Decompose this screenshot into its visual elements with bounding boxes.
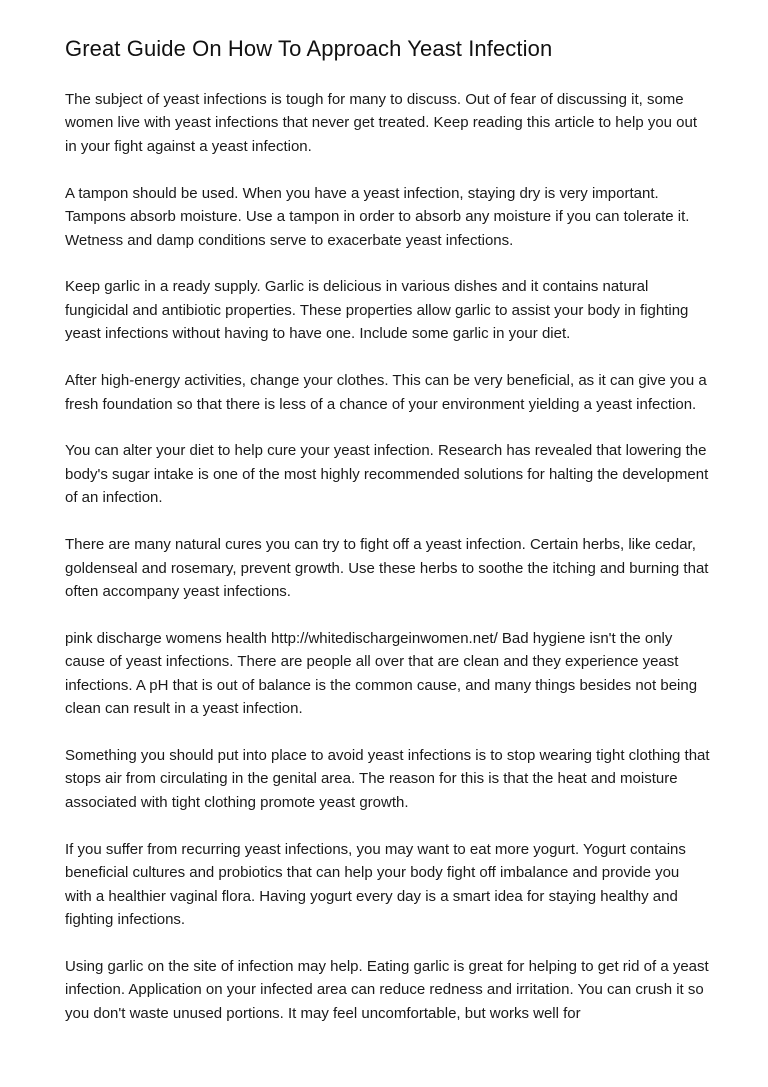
paragraph-tight-clothing: Something you should put into place to avoid yeast infections is to stop wearing tight clothing that stops air from circulating in the genital area. The reason for this is that the heat and moisture associated with tight clothing promote yeast growth. [65,747,710,811]
paragraph-garlic-supply: Keep garlic in a ready supply. Garlic is delicious in various dishes and it contains natural fungicidal and antibiotic properties. These properties allow garlic to assist your body in fighting yeast infections without having to have one. Include some garlic in your diet. [65,278,689,343]
paragraph-change-clothes: After high-energy activities, change your clothes. This can be very beneficial, as it can give you a fresh foundation so that there is less of a chance of your environment yielding a yeast infection. [65,372,707,413]
document-title: Great Guide On How To Approach Yeast Infection [65,36,553,61]
paragraph-intro: The subject of yeast infections is tough for many to discuss. Out of fear of discussing it, some women live with yeast infections that never get treated. Keep reading this article to help you out in your fight against a yeast infection. [65,91,698,155]
paragraph-tampon: A tampon should be used. When you have a yeast infection, staying dry is very important. Tampons absorb moisture. Use a tampon in order to absorb any moisture if you can tolerate it. Wetness and damp conditions serve to exacerbate yeast infections. [65,184,690,249]
paragraph-hygiene: pink discharge womens health http://whitedischargeinwomen.net/ Bad hygiene isn't the only cause of yeast infections. There are people all over that are clean and they experience yeast infections. A pH that is out of balance is the common cause, and many things besides not being clean can result in a yeast infection. [65,629,698,718]
paragraph-natural-cures: There are many natural cures you can try to fight off a yeast infection. Certain herbs, like cedar, goldenseal and rosemary, prevent growth. Use these herbs to soothe the itching and burning that often accompany yeast infections. [65,536,709,600]
paragraph-yogurt: If you suffer from recurring yeast infections, you may want to eat more yogurt. Yogurt contains beneficial cultures and probiotics that can help your body fight off imbalance and provide you with a healthier vaginal flora. Having yogurt every day is a smart idea for staying healthy and fighting infections. [65,840,686,928]
paragraph-garlic-application: Using garlic on the site of infection may help. Eating garlic is great for helping to get rid of a yeast infection. Application on your infected area can reduce redness and irritation. You can crush it so you don't waste unused portions. It may feel uncomfortable, but works well for [65,957,709,1022]
paragraph-diet: You can alter your diet to help cure your yeast infection. Research has revealed that lowering the body's sugar intake is one of the most highly recommended solutions for halting the development of an infection. [65,442,709,507]
